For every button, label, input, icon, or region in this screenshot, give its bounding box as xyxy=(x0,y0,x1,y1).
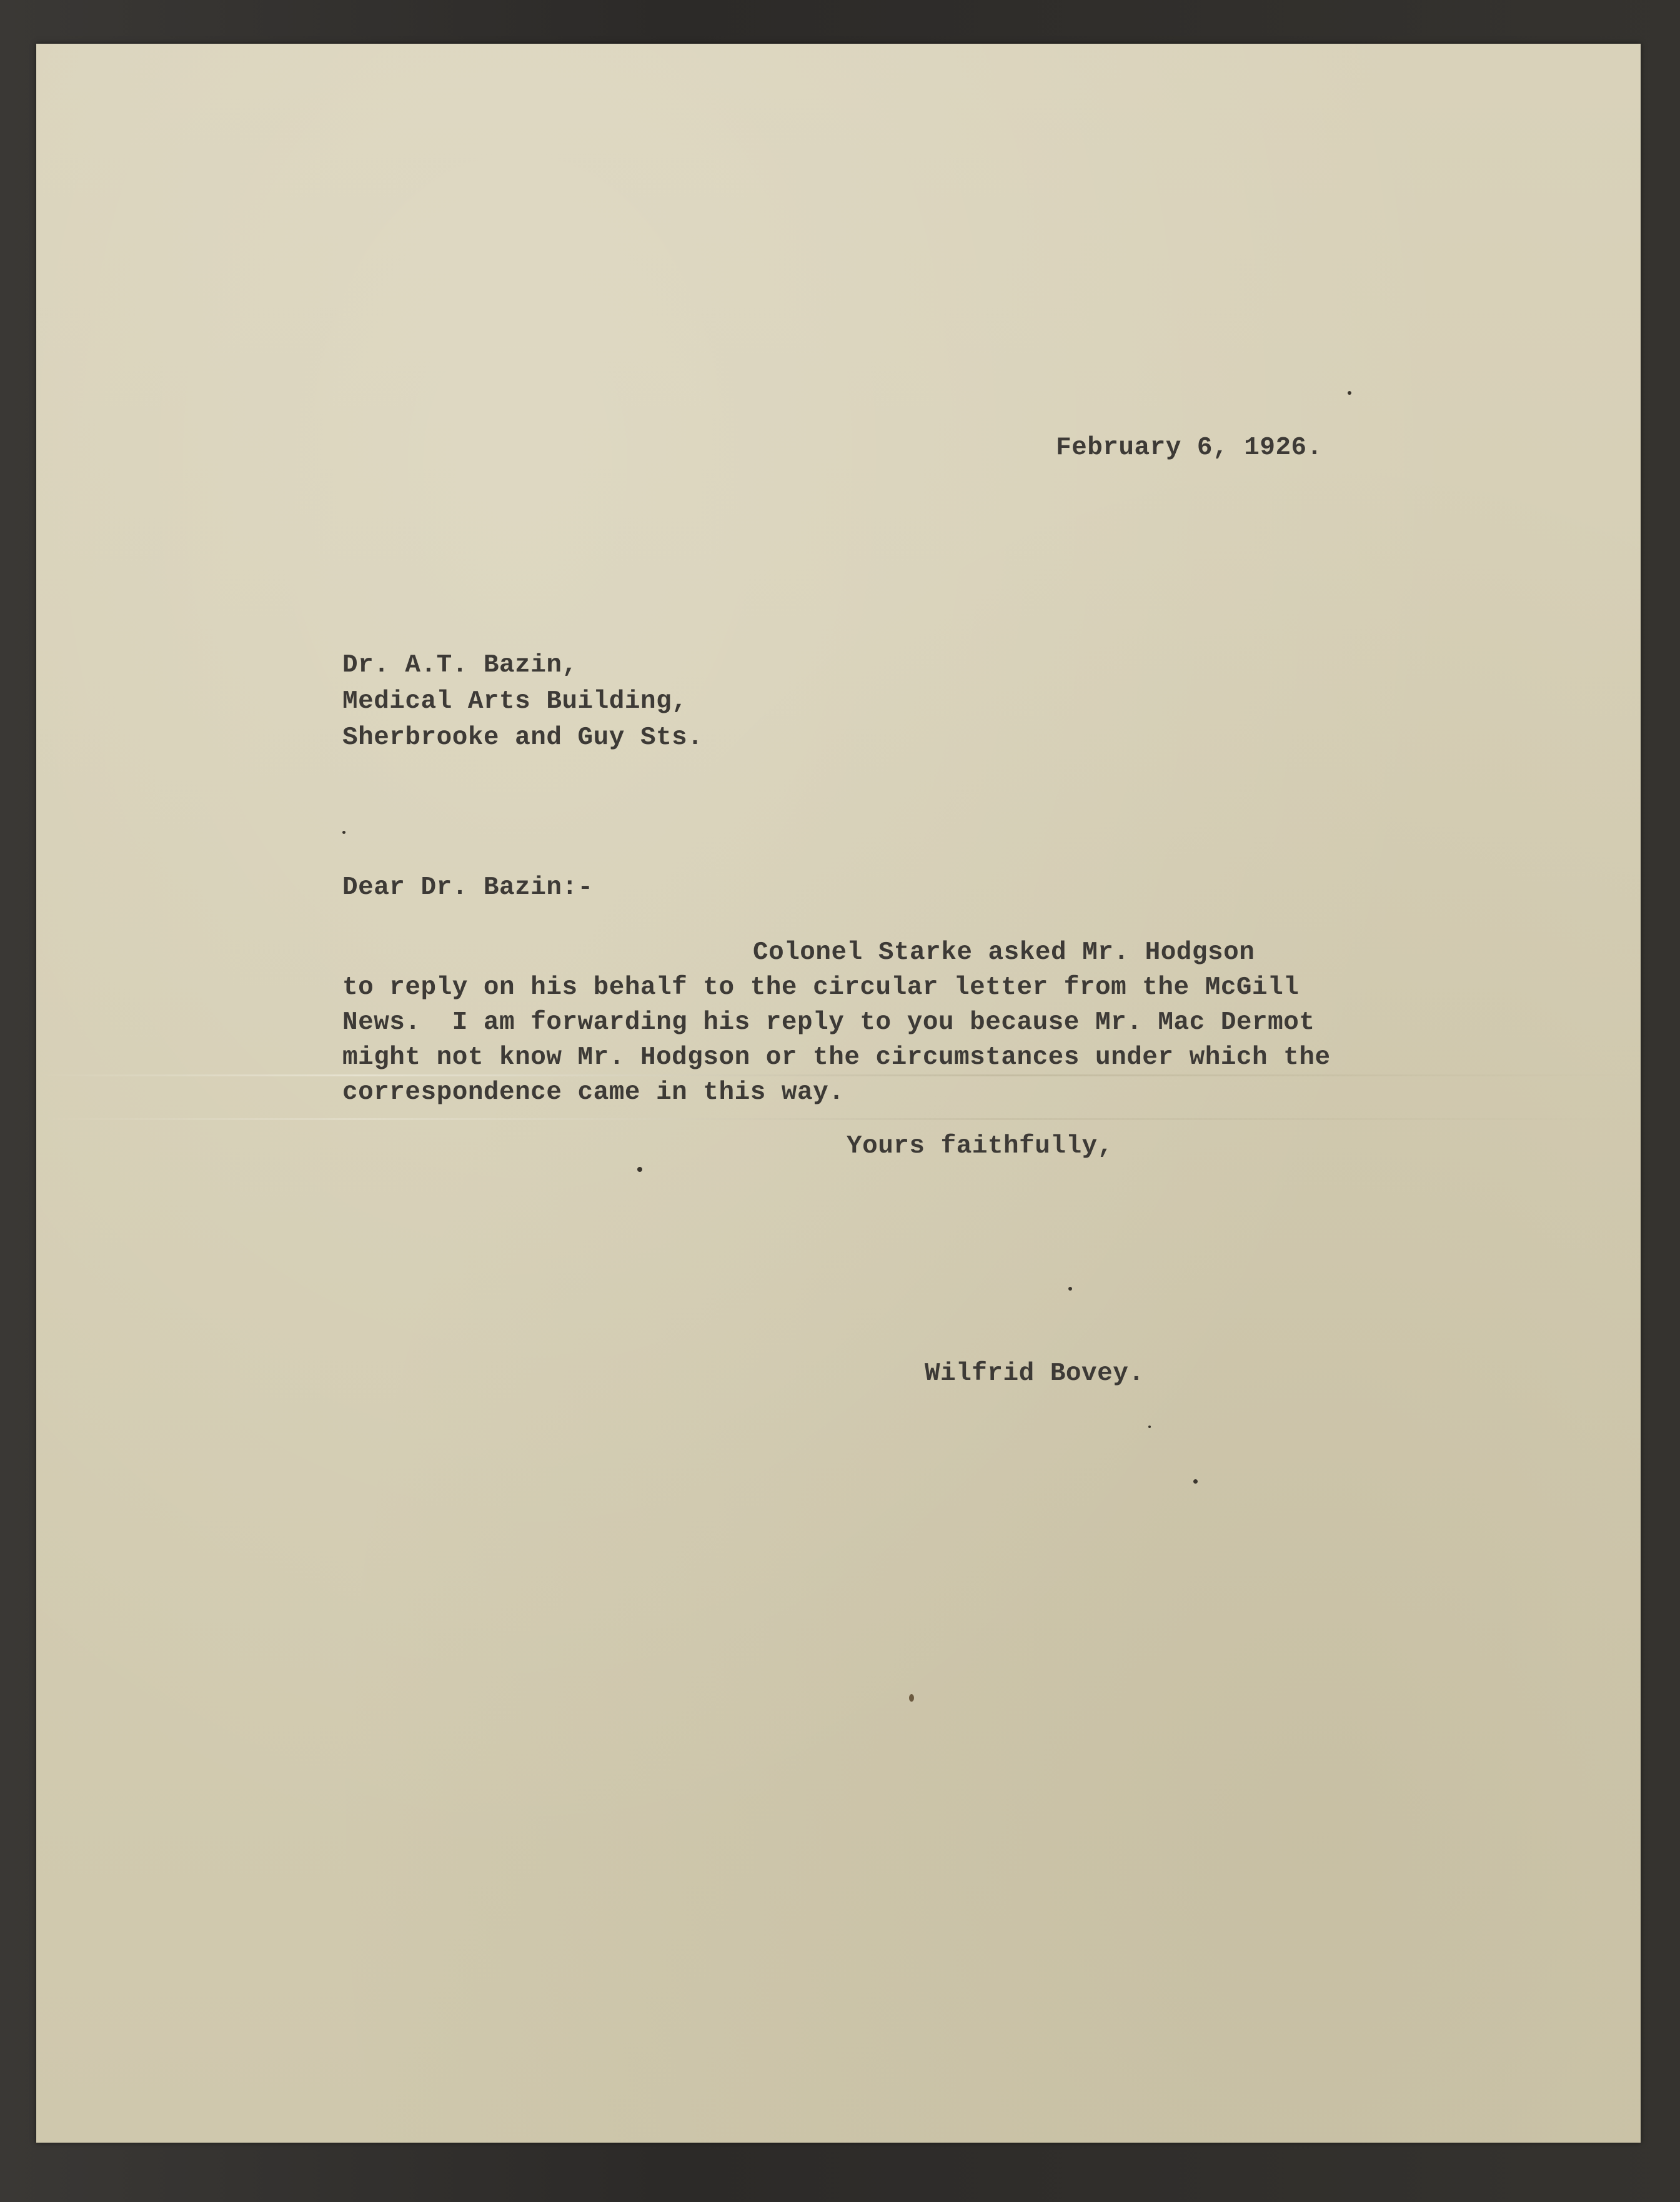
paper-fold-line xyxy=(36,1118,1641,1120)
body-line: Colonel Starke asked Mr. Hodgson xyxy=(753,938,1255,967)
paper-speck xyxy=(909,1694,914,1702)
body-line: might not know Mr. Hodgson or the circumstances under which the xyxy=(342,1043,1331,1072)
body-line: correspondence came in this way. xyxy=(342,1078,845,1107)
body-line: News. I am forwarding his reply to you because Mr. Mac Dermot xyxy=(342,1008,1315,1037)
recipient-building: Medical Arts Building, xyxy=(342,687,688,716)
recipient-name: Dr. A.T. Bazin, xyxy=(342,651,578,680)
paper-speck xyxy=(1148,1426,1151,1428)
body-line: to reply on his behalf to the circular letter from the McGill xyxy=(342,973,1300,1002)
closing: Yours faithfully, xyxy=(847,1132,1113,1161)
recipient-street: Sherbrooke and Guy Sts. xyxy=(342,723,703,752)
letter-date: February 6, 1926. xyxy=(1056,434,1323,462)
salutation: Dear Dr. Bazin:- xyxy=(342,873,594,902)
paper-speck xyxy=(1068,1287,1072,1291)
paper-speck xyxy=(637,1167,642,1172)
paper-speck xyxy=(1193,1479,1198,1484)
paper-speck xyxy=(342,831,345,834)
signature-name: Wilfrid Bovey. xyxy=(925,1359,1145,1388)
paper-speck xyxy=(1348,391,1351,395)
